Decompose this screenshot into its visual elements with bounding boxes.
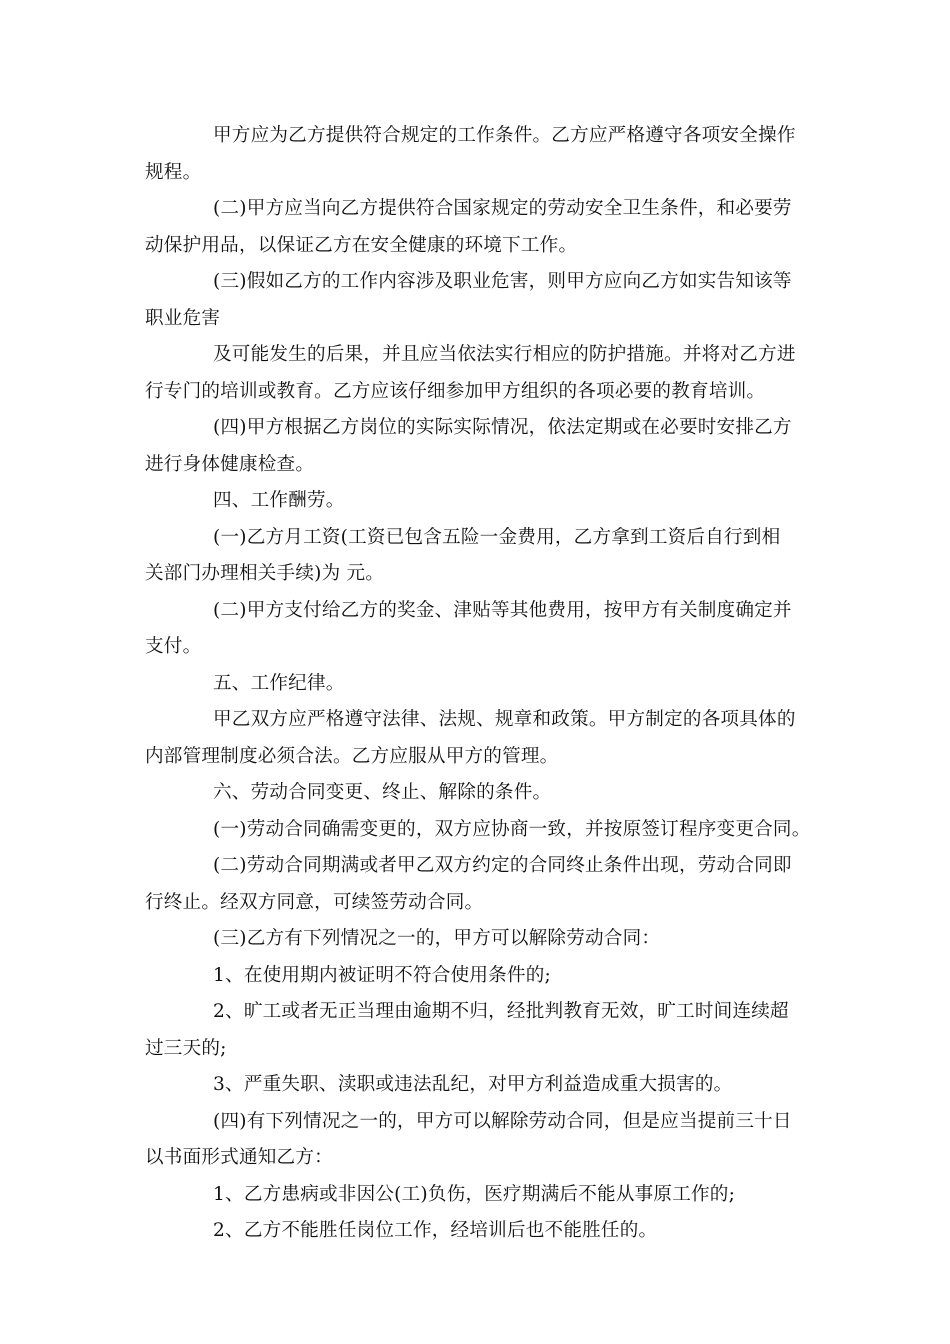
body-line: 进行身体健康检查。 [145, 453, 315, 475]
body-line: 行终止。经双方同意，可续签劳动合同。 [145, 891, 484, 913]
section-heading: 四、工作酬劳。 [213, 490, 345, 511]
body-line: 动保护用品，以保证乙方在安全健康的环境下工作。 [145, 234, 578, 256]
body-line: (二)甲方应当向乙方提供符合国家规定的劳动安全卫生条件，和必要劳 [213, 198, 792, 219]
list-item: 1、乙方患病或非因公(工)负伤，医疗期满后不能从事原工作的; [213, 1183, 736, 1205]
body-line: 职业危害 [145, 307, 221, 329]
body-line: (二)甲方支付给乙方的奖金、津贴等其他费用，按甲方有关制度确定并 [213, 599, 792, 621]
body-line: (三)乙方有下列情况之一的，甲方可以解除劳动合同： [213, 928, 661, 949]
list-item: 2、旷工或者无正当理由逾期不归，经批判教育无效，旷工时间连续超 [213, 1001, 789, 1022]
document-body [145, 118, 817, 1250]
body-line: 内部管理制度必须合法。乙方应服从甲方的管理。 [145, 745, 559, 767]
body-line: (二)劳动合同期满或者甲乙双方约定的合同终止条件出现，劳动合同即 [213, 855, 792, 876]
section-heading: 六、劳动合同变更、终止、解除的条件。 [213, 782, 552, 803]
body-line: 规程。 [145, 161, 202, 183]
body-line: 及可能发生的后果，并且应当依法实行相应的防护措施。并将对乙方进 [213, 344, 796, 365]
body-line: 关部门办理相关手续)为 元。 [145, 563, 385, 584]
body-line: 行专门的培训或教育。乙方应该仔细参加甲方组织的各项必要的教育培训。 [145, 380, 766, 402]
section-heading: 五、工作纪律。 [213, 672, 345, 694]
body-line: 甲乙双方应严格遵守法律、法规、规章和政策。甲方制定的各项具体的 [213, 709, 796, 730]
body-line: (四)有下列情况之一的，甲方可以解除劳动合同，但是应当提前三十日 [213, 1110, 792, 1132]
body-line: (四)甲方根据乙方岗位的实际实际情况，依法定期或在必要时安排乙方 [213, 417, 792, 438]
body-line: 甲方应为乙方提供符合规定的工作条件。乙方应严格遵守各项安全操作 [213, 125, 796, 146]
body-line: 以书面形式通知乙方： [145, 1147, 333, 1168]
list-item: 2、乙方不能胜任岗位工作，经培训后也不能胜任的。 [213, 1220, 658, 1241]
body-line: (一)乙方月工资(工资已包含五险一金费用，乙方拿到工资后自行到相 [213, 526, 781, 548]
body-line: 过三天的; [145, 1037, 227, 1059]
body-line: (三)假如乙方的工作内容涉及职业危害，则甲方应向乙方如实告知该等 [213, 271, 792, 292]
list-item: 3、严重失职、渎职或违法乱纪，对甲方利益造成重大损害的。 [213, 1074, 733, 1095]
body-line: 支付。 [145, 636, 202, 657]
list-item: 1、在使用期内被证明不符合使用条件的; [213, 964, 551, 986]
body-line: (一)劳动合同确需变更的，双方应协商一致，并按原签订程序变更合同。 [213, 818, 811, 840]
